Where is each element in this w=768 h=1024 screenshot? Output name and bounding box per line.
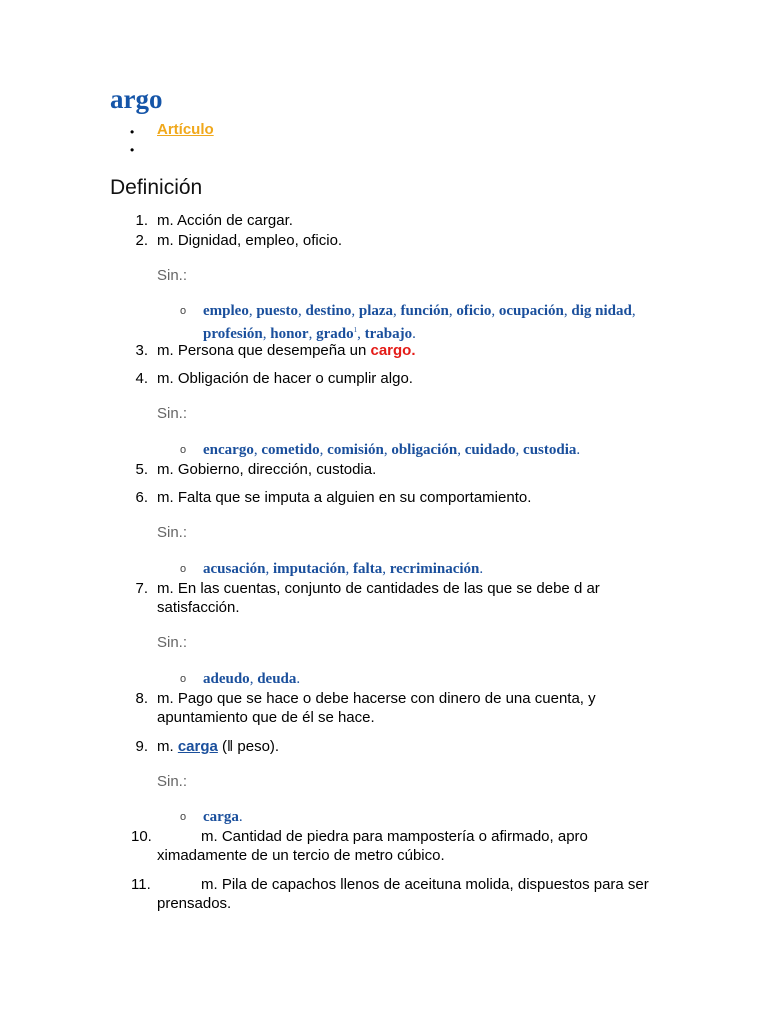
synonym-list: empleo, puesto, destino, plaza, función, oficio, ocupación, dig nidad, profesión, honor, grado$^1$, trabajo.	[203, 303, 636, 342]
definition-text: m. Pago que se hace o debe hacerse con dinero de una cuenta, y apuntamiento que de él se hace.	[157, 690, 596, 726]
synonym-list: carga.	[203, 809, 243, 825]
synonym-link[interactable]: plaza	[358, 303, 394, 319]
definition-text: m. Pila de capachos llenos de aceituna molida, dispuestos para ser prensados.	[157, 876, 649, 912]
definition-number: 10.	[131, 828, 152, 845]
synonym-list: acusación, imputación, falta, recriminación.	[203, 561, 484, 577]
synonym-link[interactable]: oficio	[456, 303, 492, 319]
synonyms-label: Sin.:	[157, 524, 188, 541]
synonym-link[interactable]: adeudo	[203, 671, 250, 687]
definition-number: 8.	[135, 690, 148, 707]
list-circle-icon: o	[180, 673, 187, 685]
list-circle-icon: o	[180, 811, 187, 823]
synonym-link[interactable]: empleo	[203, 303, 249, 319]
synonym-link[interactable]: carga	[203, 809, 239, 825]
synonym-list: adeudo, deuda.	[203, 671, 301, 687]
definition-text: m. Cantidad de piedra para mampostería o afirmado, apro ximadamente de un tercio de metro cúbico.	[157, 828, 588, 864]
synonym-link[interactable]: dig nidad	[571, 303, 632, 319]
synonym-link[interactable]: cuidado	[464, 442, 516, 458]
definition-text: m. Dignidad, empleo, oficio.	[157, 232, 343, 249]
synonym-link[interactable]: honor	[270, 326, 309, 342]
section-title: Definición	[110, 176, 203, 199]
definition-text: m. Gobierno, dirección, custodia.	[157, 461, 377, 478]
definition-text: m. En las cuentas, conjunto de cantidades de las que se debe d ar satisfacción.	[157, 580, 600, 616]
synonyms-label: Sin.:	[157, 267, 188, 284]
bullet-icon: •	[130, 143, 135, 157]
synonym-link[interactable]: acusación	[203, 561, 266, 577]
synonym-link[interactable]: imputación	[273, 561, 346, 577]
synonym-link[interactable]: cometido	[261, 442, 320, 458]
synonym-list: encargo, cometido, comisión, obligación, cuidado, custodia.	[203, 442, 581, 458]
definition-text: m. carga (‖ peso).	[157, 738, 280, 755]
definition-number: 5.	[135, 461, 148, 478]
synonym-link[interactable]: función	[400, 303, 449, 319]
synonym-link[interactable]: encargo	[203, 442, 254, 458]
list-circle-icon: o	[180, 563, 187, 575]
definition-text: m. Obligación de hacer o cumplir algo.	[157, 370, 413, 387]
definition-number: 2.	[135, 232, 148, 249]
entry-title: argo	[110, 84, 163, 114]
bullet-icon: •	[130, 125, 135, 139]
definition-number: 1.	[135, 212, 148, 229]
synonym-link[interactable]: comisión	[327, 442, 384, 458]
synonym-link[interactable]: obligación	[391, 442, 458, 458]
definition-number: 11.	[131, 876, 151, 893]
synonym-link[interactable]: trabajo	[364, 326, 413, 342]
synonym-link[interactable]: puesto	[256, 303, 299, 319]
list-circle-icon: o	[180, 305, 187, 317]
synonym-link[interactable]: recriminación	[389, 561, 480, 577]
definition-text: m. Acción de cargar.	[157, 212, 293, 229]
cargo-highlight: cargo.	[370, 342, 416, 359]
definition-number: 4.	[135, 370, 148, 387]
synonyms-label: Sin.:	[157, 634, 188, 651]
synonym-link[interactable]: grado	[316, 326, 354, 342]
definition-text: m. Falta que se imputa a alguien en su comportamiento.	[157, 489, 532, 506]
definition-text: m. Persona que desempeña un cargo.	[157, 342, 416, 359]
synonyms-label: Sin.:	[157, 405, 188, 422]
synonym-link[interactable]: falta	[353, 561, 383, 577]
synonyms-label: Sin.:	[157, 773, 188, 790]
synonym-link[interactable]: ocupación	[498, 303, 564, 319]
tab-article[interactable]: Artículo	[157, 121, 214, 138]
definition-number: 6.	[135, 489, 148, 506]
synonym-link[interactable]: deuda	[257, 671, 297, 687]
definition-number: 7.	[135, 580, 148, 597]
definition-number: 9.	[135, 738, 148, 755]
list-circle-icon: o	[180, 444, 187, 456]
synonym-link[interactable]: destino	[305, 303, 352, 319]
homonym-index: 1	[353, 326, 358, 334]
synonym-link[interactable]: custodia	[523, 442, 577, 458]
carga-link[interactable]: carga	[177, 738, 218, 755]
synonym-link[interactable]: profesión	[203, 326, 263, 342]
definition-number: 3.	[135, 342, 148, 359]
